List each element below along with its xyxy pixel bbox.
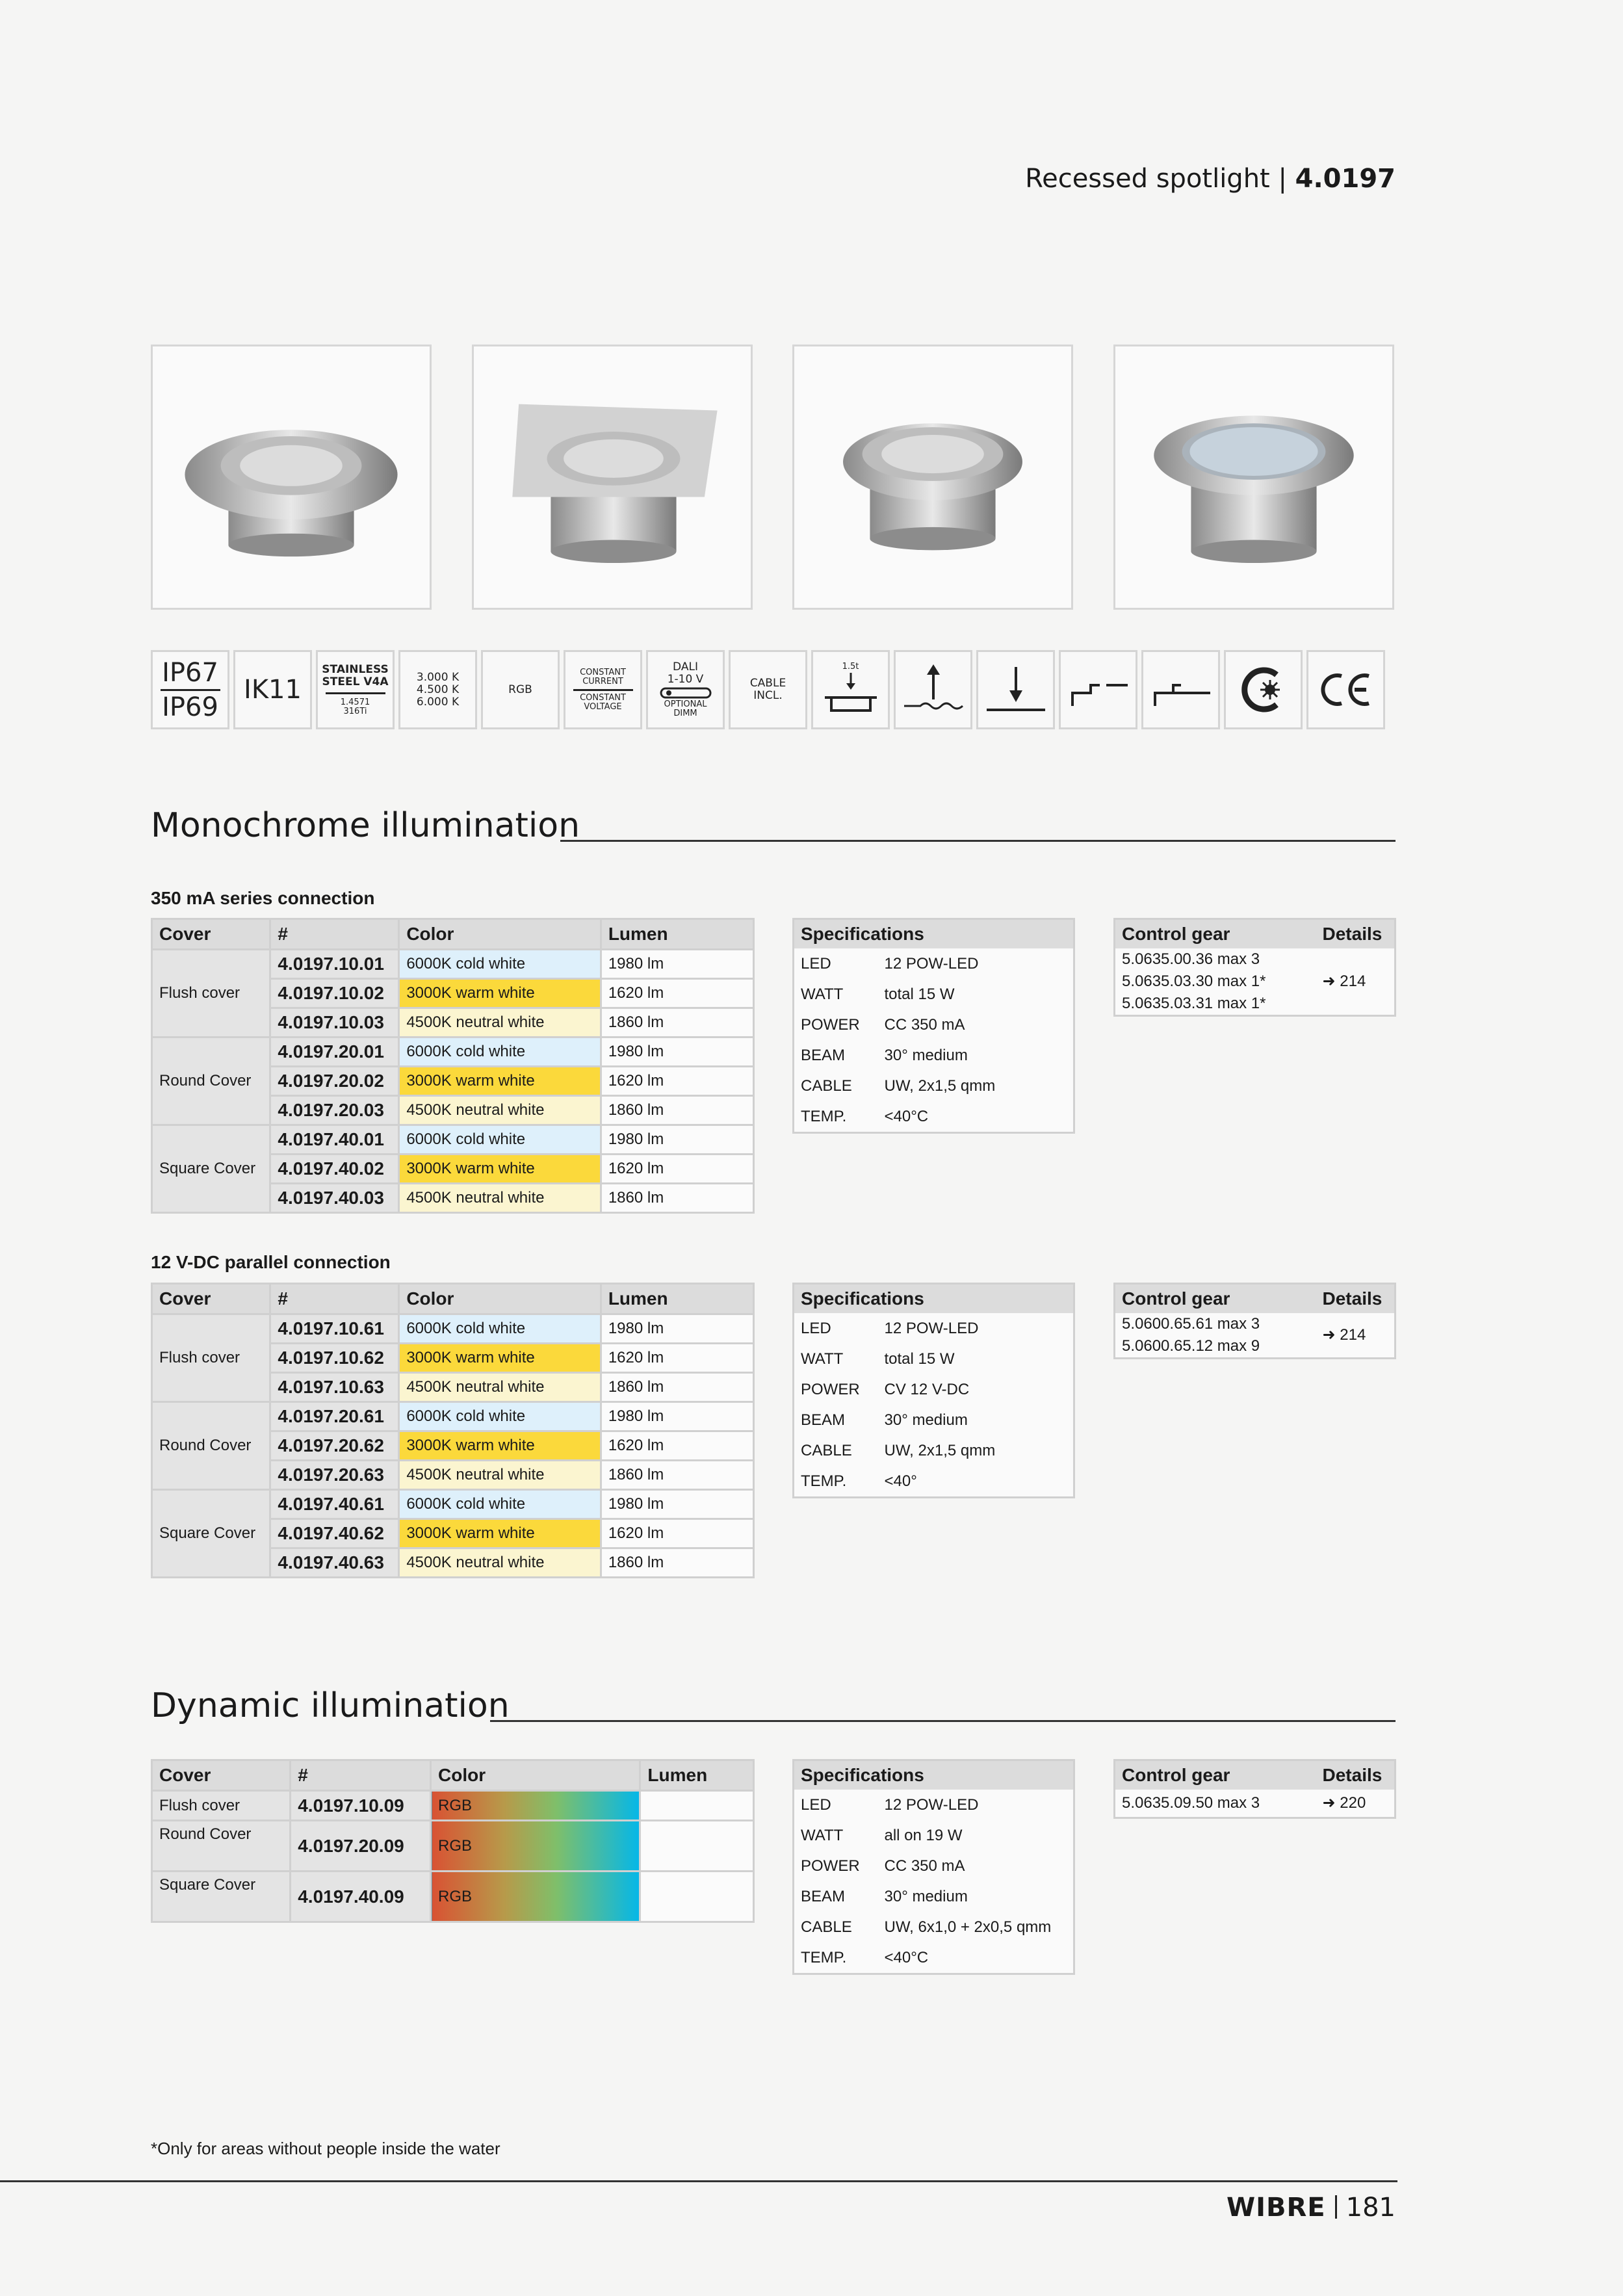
- stainless-steel-icon: STAINLESS STEEL V4A 1.4571 316Ti: [316, 650, 395, 729]
- product-photo-square: [472, 345, 753, 610]
- series-control-gear-table: Control gear Details 5.0635.00.36 max 3 5.0635.03.30 max 1* 5.0635.03.31 max 1* ➜ 214: [1113, 918, 1396, 1017]
- details-link[interactable]: ➜ 214: [1316, 948, 1396, 1016]
- color-temperature-icon: 3.000 K 4.500 K 6.000 K: [398, 650, 477, 729]
- table-row: Round Cover 4.0197.20.09 RGB: [152, 1821, 754, 1872]
- section-rule: [490, 1720, 1396, 1722]
- dynamic-spec-table: Specifications LED 12 POW-LED WATT all on 19 W POWER CC 350 mA BEAM 30° medium CABLE UW, 6x1,0 + 2x0,5 qmm TEMP. <40°C: [792, 1759, 1075, 1975]
- brand-logo: WIBRE: [1227, 2193, 1326, 2223]
- table-row: Round Cover 4.0197.20.01 6000K cold white 1980 lm: [152, 1037, 754, 1067]
- table-row: 4.0197.40.03 4500K neutral white 1860 lm: [152, 1184, 754, 1213]
- section-title-dynamic: Dynamic illumination: [151, 1686, 510, 1725]
- parallel-products-table: Cover # Color Lumen Flush cover 4.0197.10.61 6000K cold white 1980 lm 4.0197.10.62 3000K warm white 1620 lm 4.0197.10.63 4500K neutral white 1860 lm Round Cover 4.0197.20.61 6000K cold white 1980 lm 4.0197.20.62 3000K warm white 1620 lm 4.0197.20.63 4500K neutral white 1860 lm Square Cover 4.0197.40.61 6000K cold white 1980 lm 4.0197.40.62 3000K warm white 1620 lm 4.0197.40.63 4500K neutral white 1860 lm: [151, 1283, 755, 1578]
- parallel-spec-table: Specifications LED 12 POW-LED WATT total 15 W POWER CV 12 V-DC BEAM 30° medium CABLE UW, 2x1,5 qmm TEMP. <40°: [792, 1283, 1075, 1498]
- parallel-control-gear-table: Control gear Details 5.0600.65.61 max 3 5.0600.65.12 max 9 ➜ 214: [1113, 1283, 1396, 1359]
- details-link[interactable]: ➜ 214: [1316, 1313, 1396, 1359]
- table-row: 4.0197.10.02 3000K warm white 1620 lm: [152, 979, 754, 1008]
- dynamic-control-gear-table: Control gear Details 5.0635.09.50 max 3 ➜ 220: [1113, 1759, 1396, 1819]
- table-row: 4.0197.20.02 3000K warm white 1620 lm: [152, 1067, 754, 1096]
- feature-icon-strip: [151, 650, 1385, 731]
- series-products-table: Cover # Color Lumen Flush cover 4.0197.10.01 6000K cold white 1980 lm 4.0197.10.02 3000K warm white 1620 lm 4.0197.10.03 4500K neutral white 1860 lm Round Cover 4.0197.20.01 6000K cold white 1980 lm 4.0197.20.02 3000K warm white 1620 lm 4.0197.20.03 4500K neutral white 1860 lm Square Cover 4.0197.40.01 6000K cold white 1980 lm 4.0197.40.02 3000K warm white 1620 lm 4.0197.40.03 4500K neutral white 1860 lm: [151, 918, 755, 1214]
- table-row: 4.0197.40.62 3000K warm white 1620 lm: [152, 1519, 754, 1548]
- table-row: Square Cover 4.0197.40.61 6000K cold white 1980 lm: [152, 1490, 754, 1519]
- section-rule: [560, 840, 1396, 842]
- table-row: Flush cover 4.0197.10.61 6000K cold white 1980 lm: [152, 1314, 754, 1344]
- up-light-icon: [894, 650, 972, 729]
- product-photo-round: [792, 345, 1073, 610]
- footer-brand: [1227, 2193, 1396, 2223]
- parallel-connection-title: 12 V-DC parallel connection: [151, 1252, 391, 1272]
- table-row: 4.0197.40.02 3000K warm white 1620 lm: [152, 1155, 754, 1184]
- dali-dimm-icon: DALI 1-10 V OPTIONAL DIMM: [646, 650, 725, 729]
- ik-rating-icon: IK11: [233, 650, 312, 729]
- table-row: 4.0197.10.63 4500K neutral white 1860 lm: [152, 1373, 754, 1402]
- table-row: 4.0197.20.62 3000K warm white 1620 lm: [152, 1431, 754, 1461]
- table-row: 4.0197.20.63 4500K neutral white 1860 lm: [152, 1461, 754, 1490]
- down-light-icon: [976, 650, 1055, 729]
- cable-included-icon: CABLE INCL.: [729, 650, 807, 729]
- footer-rule: [0, 2180, 1397, 2182]
- page-number: 181: [1345, 2193, 1396, 2223]
- table-row: Flush cover 4.0197.10.09 RGB: [152, 1791, 754, 1821]
- table-row: Flush cover 4.0197.10.01 6000K cold white 1980 lm: [152, 950, 754, 979]
- installation-recessed-icon: [1141, 650, 1220, 729]
- ce-mark-icon: [1306, 650, 1385, 729]
- table-row: Square Cover 4.0197.40.09 RGB: [152, 1872, 754, 1922]
- product-photo-flush: [151, 345, 432, 610]
- ip-rating-icon: IP67 IP69: [151, 650, 229, 729]
- table-row: Square Cover 4.0197.40.01 6000K cold white 1980 lm: [152, 1125, 754, 1155]
- installation-level-icon: [1059, 650, 1137, 729]
- table-row: 4.0197.10.03 4500K neutral white 1860 lm: [152, 1008, 754, 1037]
- product-photo-glass: [1113, 345, 1394, 610]
- table-row: Round Cover 4.0197.20.61 6000K cold white 1980 lm: [152, 1402, 754, 1431]
- page-title: Recessed spotlight | 4.0197: [1025, 164, 1396, 194]
- table-row: 4.0197.10.62 3000K warm white 1620 lm: [152, 1344, 754, 1373]
- certification-icon: [1224, 650, 1303, 729]
- dynamic-products-table: Cover # Color Lumen Flush cover 4.0197.10.09 RGB Round Cover 4.0197.20.09 RGB Square Cover 4.0197.40.09 RGB: [151, 1759, 755, 1923]
- rgb-icon: RGB: [481, 650, 560, 729]
- table-row: 4.0197.20.03 4500K neutral white 1860 lm: [152, 1096, 754, 1125]
- details-link[interactable]: ➜ 220: [1316, 1790, 1396, 1818]
- section-title-monochrome: Monochrome illumination: [151, 806, 580, 845]
- dimmer-icon: [660, 686, 712, 700]
- table-row: 4.0197.40.63 4500K neutral white 1860 lm: [152, 1548, 754, 1578]
- series-connection-title: 350 mA series connection: [151, 888, 375, 908]
- constant-current-voltage-icon: CONSTANT CURRENT CONSTANT VOLTAGE: [564, 650, 642, 729]
- footnote: *Only for areas without people inside the water: [151, 2139, 500, 2158]
- load-rating-icon: 1.5t: [811, 650, 890, 729]
- series-spec-table: Specifications LED 12 POW-LED WATT total 15 W POWER CC 350 mA BEAM 30° medium CABLE UW, 2x1,5 qmm TEMP. <40°C: [792, 918, 1075, 1134]
